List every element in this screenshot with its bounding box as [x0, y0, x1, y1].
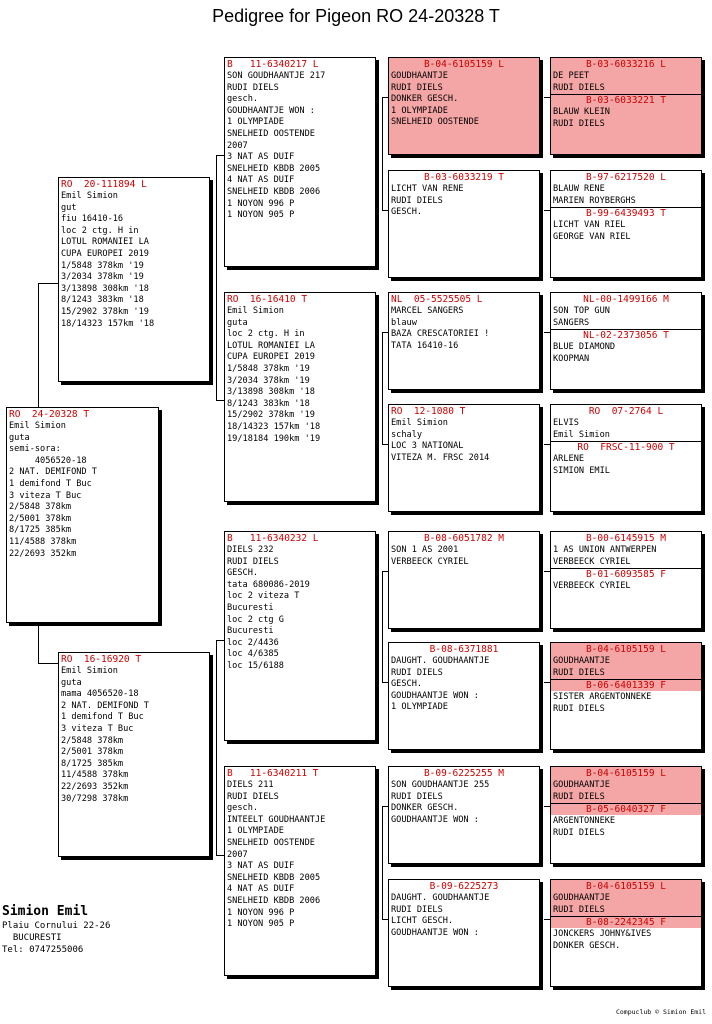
pedigree-line: 1 OLYMPIADE — [227, 117, 284, 128]
ring-number: B-08-2242345 F — [551, 916, 701, 929]
ring-number: B-00-6145915 M — [585, 533, 667, 544]
connector-line — [544, 97, 550, 98]
pedigree-line: MARIEN ROYBERGHS — [553, 195, 636, 206]
pedigree-line: RUDI DIELS — [553, 82, 605, 93]
owner-phone: Tel: 0747255006 — [2, 945, 84, 955]
pedigree-line: GOUDHAANTJE — [553, 656, 610, 666]
pedigree-line: LICHT VAN RIEL — [553, 220, 626, 231]
grandparent-card — [224, 766, 376, 976]
pedigree-line: 1 OLYMPIADE — [391, 702, 448, 713]
pedigree-line: loc 2 ctg G — [227, 614, 284, 625]
pedigree-line: loc 2 ctg. H in — [61, 225, 139, 236]
pedigree-line: 15/2902 378km '19 — [227, 410, 315, 421]
connector-line — [382, 444, 388, 445]
pedigree-line: 8/1243 383km '18 — [61, 295, 144, 306]
grandparent-card — [224, 531, 376, 741]
connector-line — [382, 210, 388, 211]
ring-number: B-03-6033221 T — [551, 94, 701, 107]
pedigree-line: RUDI DIELS — [391, 195, 443, 206]
ring-number: B 11-6340217 L — [227, 59, 319, 70]
pedigree-line: ARLENE — [553, 454, 585, 465]
pedigree-line: LICHT VAN RENE — [391, 184, 464, 194]
connector-line — [544, 444, 550, 445]
pedigree-line: 2/5848 378km — [61, 735, 124, 746]
connector-line — [544, 332, 550, 333]
connector-line — [544, 210, 550, 211]
pedigree-line: MARCEL SANGERS — [391, 306, 464, 316]
pedigree-line: schaly — [391, 429, 423, 440]
pedigree-line: SNELHEID KBDB 2006 — [227, 895, 321, 906]
pedigree-line: DE PEET — [553, 71, 590, 81]
great-grandparent-card — [388, 531, 540, 629]
pedigree-line: 2/5848 378km — [9, 502, 72, 513]
pedigree-line: GESCH. — [391, 679, 423, 690]
pedigree-line: gut — [61, 202, 77, 213]
pedigree-line: Emil Simion — [9, 421, 66, 431]
grandparent-card — [224, 292, 376, 502]
pedigree-line: 18/14323 157km '18 — [61, 318, 155, 329]
pedigree-line: 1 demifond T Buc — [61, 712, 144, 723]
owner-address: Plaiu Cornului 22-26 — [2, 921, 111, 931]
pedigree-line: VERBEECK CYRIEL — [553, 581, 631, 592]
great-grandparent-card — [388, 879, 540, 987]
ring-number: B-04-6105159 L — [585, 644, 667, 655]
ring-number: RO 16-16920 T — [61, 654, 142, 665]
ring-number: B-08-6371881 — [429, 644, 499, 655]
connector-line — [382, 332, 383, 444]
pedigree-line: RUDI DIELS — [553, 667, 605, 678]
pedigree-line: Bucuresti — [227, 626, 274, 637]
pedigree-line: 1 OLYMPIADE — [227, 826, 284, 837]
ring-number: B 11-6340232 L — [227, 533, 319, 544]
connector-line — [216, 640, 224, 641]
great-great-grandparent-pair — [550, 879, 702, 987]
pedigree-line: loc 2/4436 — [227, 637, 279, 648]
pedigree-line: loc 2 viteza T — [227, 591, 300, 602]
pedigree-line: GOUDHAANTJE WON : — [391, 690, 479, 701]
pedigree-line: 4 NAT AS DUIF — [227, 884, 295, 895]
dam-card — [58, 652, 210, 857]
ring-number: B 11-6340211 T — [227, 768, 319, 779]
pedigree-line: SNELHEID OOSTENDE — [391, 117, 479, 128]
pedigree-line: RUDI DIELS — [227, 82, 279, 93]
pedigree-line: DONKER GESCH. — [553, 940, 621, 951]
connector-line — [544, 682, 550, 683]
pedigree-line: 11/4588 378km — [61, 770, 129, 781]
pedigree-line: SNELHEID KBDB 2005 — [227, 872, 321, 883]
pedigree-line: 1 NOYON 905 P — [227, 919, 295, 930]
pedigree-line: gesch. — [227, 803, 259, 814]
pedigree-line: 3 viteza T Buc — [61, 723, 134, 734]
pedigree-line: RUDI DIELS — [553, 703, 605, 714]
pedigree-line: 1 NOYON 905 P — [227, 210, 295, 221]
pedigree-line: 1 NOYON 996 P — [227, 198, 295, 209]
connector-line — [382, 97, 388, 98]
pedigree-line: Emil Simion — [61, 666, 118, 676]
pedigree-line: DAUGHT. GOUDHAANTJE — [391, 656, 490, 666]
connector-line — [216, 640, 217, 855]
ring-number: NL-00-1499166 M — [583, 294, 669, 305]
pedigree-line: DIELS 232 — [227, 545, 274, 555]
pedigree-line: 15/2902 378km '19 — [61, 306, 149, 317]
page-title: Pedigree for Pigeon RO 24-20328 T — [212, 6, 500, 26]
pedigree-line: 4056520-18 — [9, 455, 87, 466]
pedigree-line: 19/18184 190km '19 — [227, 433, 321, 444]
connector-line — [544, 919, 550, 920]
pedigree-line: 3 NAT AS DUIF — [227, 861, 295, 872]
pedigree-line: GOUDHAANTJE — [391, 71, 448, 81]
pedigree-line: loc 15/6188 — [227, 660, 284, 671]
ring-number: B-04-6105159 L — [423, 59, 505, 70]
pedigree-line: 3 NAT AS DUIF — [227, 152, 295, 163]
pedigree-line: 3/13898 308km '18 — [61, 283, 149, 294]
pedigree-line: loc 4/6385 — [227, 649, 279, 660]
subject-pigeon-card — [6, 407, 159, 623]
pedigree-line: loc 2 ctg. H in — [227, 329, 305, 340]
connector-line — [216, 285, 217, 400]
pedigree-line: BLAUW KLEIN — [553, 107, 610, 118]
ring-number: B-01-6093585 F — [551, 568, 701, 581]
pedigree-line: 1/5848 378km '19 — [227, 363, 310, 374]
pedigree-line: TATA 16410-16 — [391, 340, 459, 351]
pedigree-line: SNELHEID KBDB 2005 — [227, 163, 321, 174]
pedigree-line: Emil Simion — [61, 191, 118, 201]
pedigree-line: 1 demifond T Buc — [9, 478, 92, 489]
pedigree-line: 18/14323 157km '18 — [227, 421, 321, 432]
ring-number: B-03-6033216 L — [585, 59, 667, 70]
pedigree-line: SANGERS — [553, 317, 590, 328]
connector-line — [382, 97, 383, 210]
pedigree-line: 2007 — [227, 140, 248, 151]
pedigree-line: DAUGHT. GOUDHAANTJE — [391, 893, 490, 903]
ring-number: B-99-6439493 T — [551, 207, 701, 220]
pedigree-line: ELVIS — [553, 418, 579, 428]
great-grandparent-card — [388, 292, 540, 390]
pedigree-line: VITEZA M. FRSC 2014 — [391, 452, 490, 463]
pedigree-line: 1/5848 378km '19 — [61, 260, 144, 271]
pedigree-line: LOC 3 NATIONAL — [391, 441, 464, 452]
ring-number: B-04-6105159 L — [585, 768, 667, 779]
pedigree-line: Bucuresti — [227, 602, 274, 613]
pedigree-line: RUDI DIELS — [227, 791, 279, 802]
pedigree-line: 2/5001 378km — [61, 747, 124, 758]
great-great-grandparent-pair — [550, 170, 702, 278]
pedigree-line: GOUDHAANTJE WON : — [391, 814, 479, 825]
pedigree-line: RUDI DIELS — [553, 904, 605, 915]
owner-info — [2, 903, 110, 956]
pedigree-line: SNELHEID KBDB 2006 — [227, 186, 321, 197]
pedigree-line: gesch. — [227, 94, 259, 105]
pedigree-line: LOTUL ROMANIEI LA — [61, 237, 149, 248]
pedigree-line: DONKER GESCH. — [391, 94, 459, 105]
pedigree-line: 1 NOYON 996 P — [227, 907, 295, 918]
pedigree-line: RUDI DIELS — [391, 904, 443, 915]
pedigree-line: SON GOUDHAANTJE 217 — [227, 71, 326, 81]
great-grandparent-card — [388, 642, 540, 750]
great-grandparent-card — [388, 766, 540, 864]
connector-line — [382, 806, 388, 807]
pedigree-line: 30/7298 378km — [61, 793, 129, 804]
ring-number: RO 16-16410 T — [227, 294, 308, 305]
connector-line — [216, 855, 224, 856]
pedigree-line: 11/4588 378km — [9, 536, 77, 547]
pedigree-line: VERBEECK CYRIEL — [391, 556, 469, 567]
pedigree-line: tata 680086-2019 — [227, 579, 310, 590]
ring-number: RO FRSC-11-900 T — [551, 441, 701, 454]
sire-card — [58, 177, 210, 382]
pedigree-line: SON TOP GUN — [553, 306, 610, 316]
connector-line — [544, 806, 550, 807]
connector-line — [382, 571, 383, 682]
connector-line — [382, 332, 388, 333]
owner-city: BUCURESTI — [2, 933, 62, 943]
connector-line — [382, 806, 383, 919]
ring-number: RO 07-2764 L — [588, 406, 664, 417]
connector-line — [38, 283, 39, 407]
connector-line — [216, 400, 224, 401]
pedigree-line: Emil Simion — [227, 306, 284, 316]
great-great-grandparent-pair — [550, 292, 702, 390]
pedigree-line: 22/2693 352km — [61, 781, 129, 792]
pedigree-line: RUDI DIELS — [391, 791, 443, 802]
connector-line — [382, 571, 388, 572]
ring-number: RO 24-20328 T — [9, 409, 90, 420]
pedigree-line: LICHT GESCH. — [391, 916, 454, 927]
ring-number: B-08-6051782 M — [423, 533, 505, 544]
pedigree-line: LOTUL ROMANIEI LA — [227, 340, 315, 351]
pedigree-line: RUDI DIELS — [391, 667, 443, 678]
pedigree-line: mama 4056520-18 — [61, 689, 139, 700]
ring-number: B-09-6225255 M — [423, 768, 505, 779]
pedigree-line: GOUDHAANTJE WON : — [391, 927, 479, 938]
great-grandparent-card — [388, 170, 540, 278]
great-great-grandparent-pair — [550, 57, 702, 155]
pedigree-line: INTEELT GOUDHAANTJE — [227, 814, 326, 825]
pedigree-line: 2 NAT. DEMIFOND T — [9, 467, 97, 478]
pedigree-line: RUDI DIELS — [553, 791, 605, 802]
pedigree-line: GESCH. — [227, 568, 259, 579]
pedigree-line: BLUE DIAMOND — [553, 342, 616, 353]
pedigree-line: VERBEECK CYRIEL — [553, 556, 631, 567]
pedigree-line: CUPA EUROPEI 2019 — [227, 352, 315, 363]
ring-number: B-05-6040327 F — [551, 803, 701, 816]
ring-number: RO 20-111894 L — [61, 179, 147, 190]
pedigree-line: JONCKERS JOHNY&IVES — [553, 929, 652, 940]
pedigree-line: ARGENTONNEKE — [553, 816, 616, 827]
grandparent-card — [224, 57, 376, 267]
connector-line — [544, 571, 550, 572]
pedigree-line: 8/1725 385km — [61, 758, 124, 769]
pedigree-line: semi-sora: — [9, 444, 61, 455]
owner-name: Simion Emil — [2, 904, 89, 919]
great-great-grandparent-pair — [550, 642, 702, 750]
great-great-grandparent-pair — [550, 531, 702, 629]
connector-line — [38, 663, 58, 664]
pedigree-line: RUDI DIELS — [553, 118, 605, 129]
pedigree-line: GOUDHAANTJE WON : — [227, 105, 315, 116]
ring-number: NL 05-5525505 L — [391, 294, 483, 305]
footer-credit: Compuclub © Simion Emil — [615, 1008, 706, 1016]
pedigree-line: RUDI DIELS — [227, 556, 279, 567]
connector-line — [38, 283, 58, 284]
pedigree-line: 8/1243 383km '18 — [227, 398, 310, 409]
pedigree-line: 2 NAT. DEMIFOND T — [61, 700, 149, 711]
pedigree-line: Emil Simion — [391, 418, 448, 428]
pedigree-line: blauw — [391, 317, 417, 328]
pedigree-line: fiu 16410-16 — [61, 214, 124, 225]
connector-line — [382, 682, 388, 683]
ring-number: NL-02-2373056 T — [551, 329, 701, 342]
pedigree-line: DIELS 211 — [227, 780, 274, 790]
pedigree-line: GEORGE VAN RIEL — [553, 231, 631, 242]
pedigree-line: 3/13898 308km '18 — [227, 387, 315, 398]
pedigree-line: CUPA EUROPEI 2019 — [61, 248, 149, 259]
connector-line — [382, 919, 388, 920]
pedigree-line: 4 NAT AS DUIF — [227, 175, 295, 186]
pedigree-line: RUDI DIELS — [391, 82, 443, 93]
ring-number: B-04-6105159 L — [585, 881, 667, 892]
pedigree-line: 8/1725 385km — [9, 525, 72, 536]
pedigree-line: GOUDHAANTJE — [553, 780, 610, 790]
pedigree-line: 3/2034 378km '19 — [227, 375, 310, 386]
ring-number: B-06-6401339 F — [551, 679, 701, 692]
pedigree-line: 2/5001 378km — [9, 513, 72, 524]
pedigree-line: DONKER GESCH. — [391, 803, 459, 814]
pedigree-line: SNELHEID OOSTENDE — [227, 837, 315, 848]
ring-number: B-97-6217520 L — [585, 172, 667, 183]
ring-number: B-09-6225273 — [429, 881, 499, 892]
pedigree-line: GOUDHAANTJE — [553, 893, 610, 903]
pedigree-line: guta — [227, 317, 248, 328]
great-great-grandparent-pair — [550, 404, 702, 512]
pedigree-line: Emil Simion — [553, 429, 610, 440]
pedigree-line: SNELHEID OOSTENDE — [227, 128, 315, 139]
great-grandparent-card — [388, 404, 540, 512]
pedigree-line: 2007 — [227, 849, 248, 860]
pedigree-line: BLAUW RENE — [553, 184, 605, 194]
great-grandparent-card — [388, 57, 540, 155]
pedigree-line: SON 1 AS 2001 — [391, 545, 459, 555]
great-great-grandparent-pair — [550, 766, 702, 864]
pedigree-line: 1 AS UNION ANTWERPEN — [553, 545, 657, 555]
pedigree-line: BAZA CRESCATORIEI ! — [391, 329, 490, 340]
pedigree-line: 3/2034 378km '19 — [61, 272, 144, 283]
pedigree-line: GESCH. — [391, 207, 423, 218]
pedigree-line: SIMION EMIL — [553, 465, 610, 476]
pedigree-line: 22/2693 352km — [9, 548, 77, 559]
connector-line — [216, 155, 224, 156]
pedigree-line: guta — [61, 677, 82, 688]
connector-line — [216, 155, 217, 285]
pedigree-line: 1 OLYMPIADE — [391, 105, 448, 116]
pedigree-line: SISTER ARGENTONNEKE — [553, 692, 652, 703]
connector-line — [38, 623, 39, 663]
pedigree-line: 3 viteza T Buc — [9, 490, 82, 501]
ring-number: B-03-6033219 T — [423, 172, 505, 183]
pedigree-line: guta — [9, 432, 30, 443]
pedigree-line: SON GOUDHAANTJE 255 — [391, 780, 490, 790]
pedigree-line: RUDI DIELS — [553, 827, 605, 838]
pedigree-line: KOOPMAN — [553, 353, 590, 364]
ring-number: RO 12-1080 T — [391, 406, 466, 417]
